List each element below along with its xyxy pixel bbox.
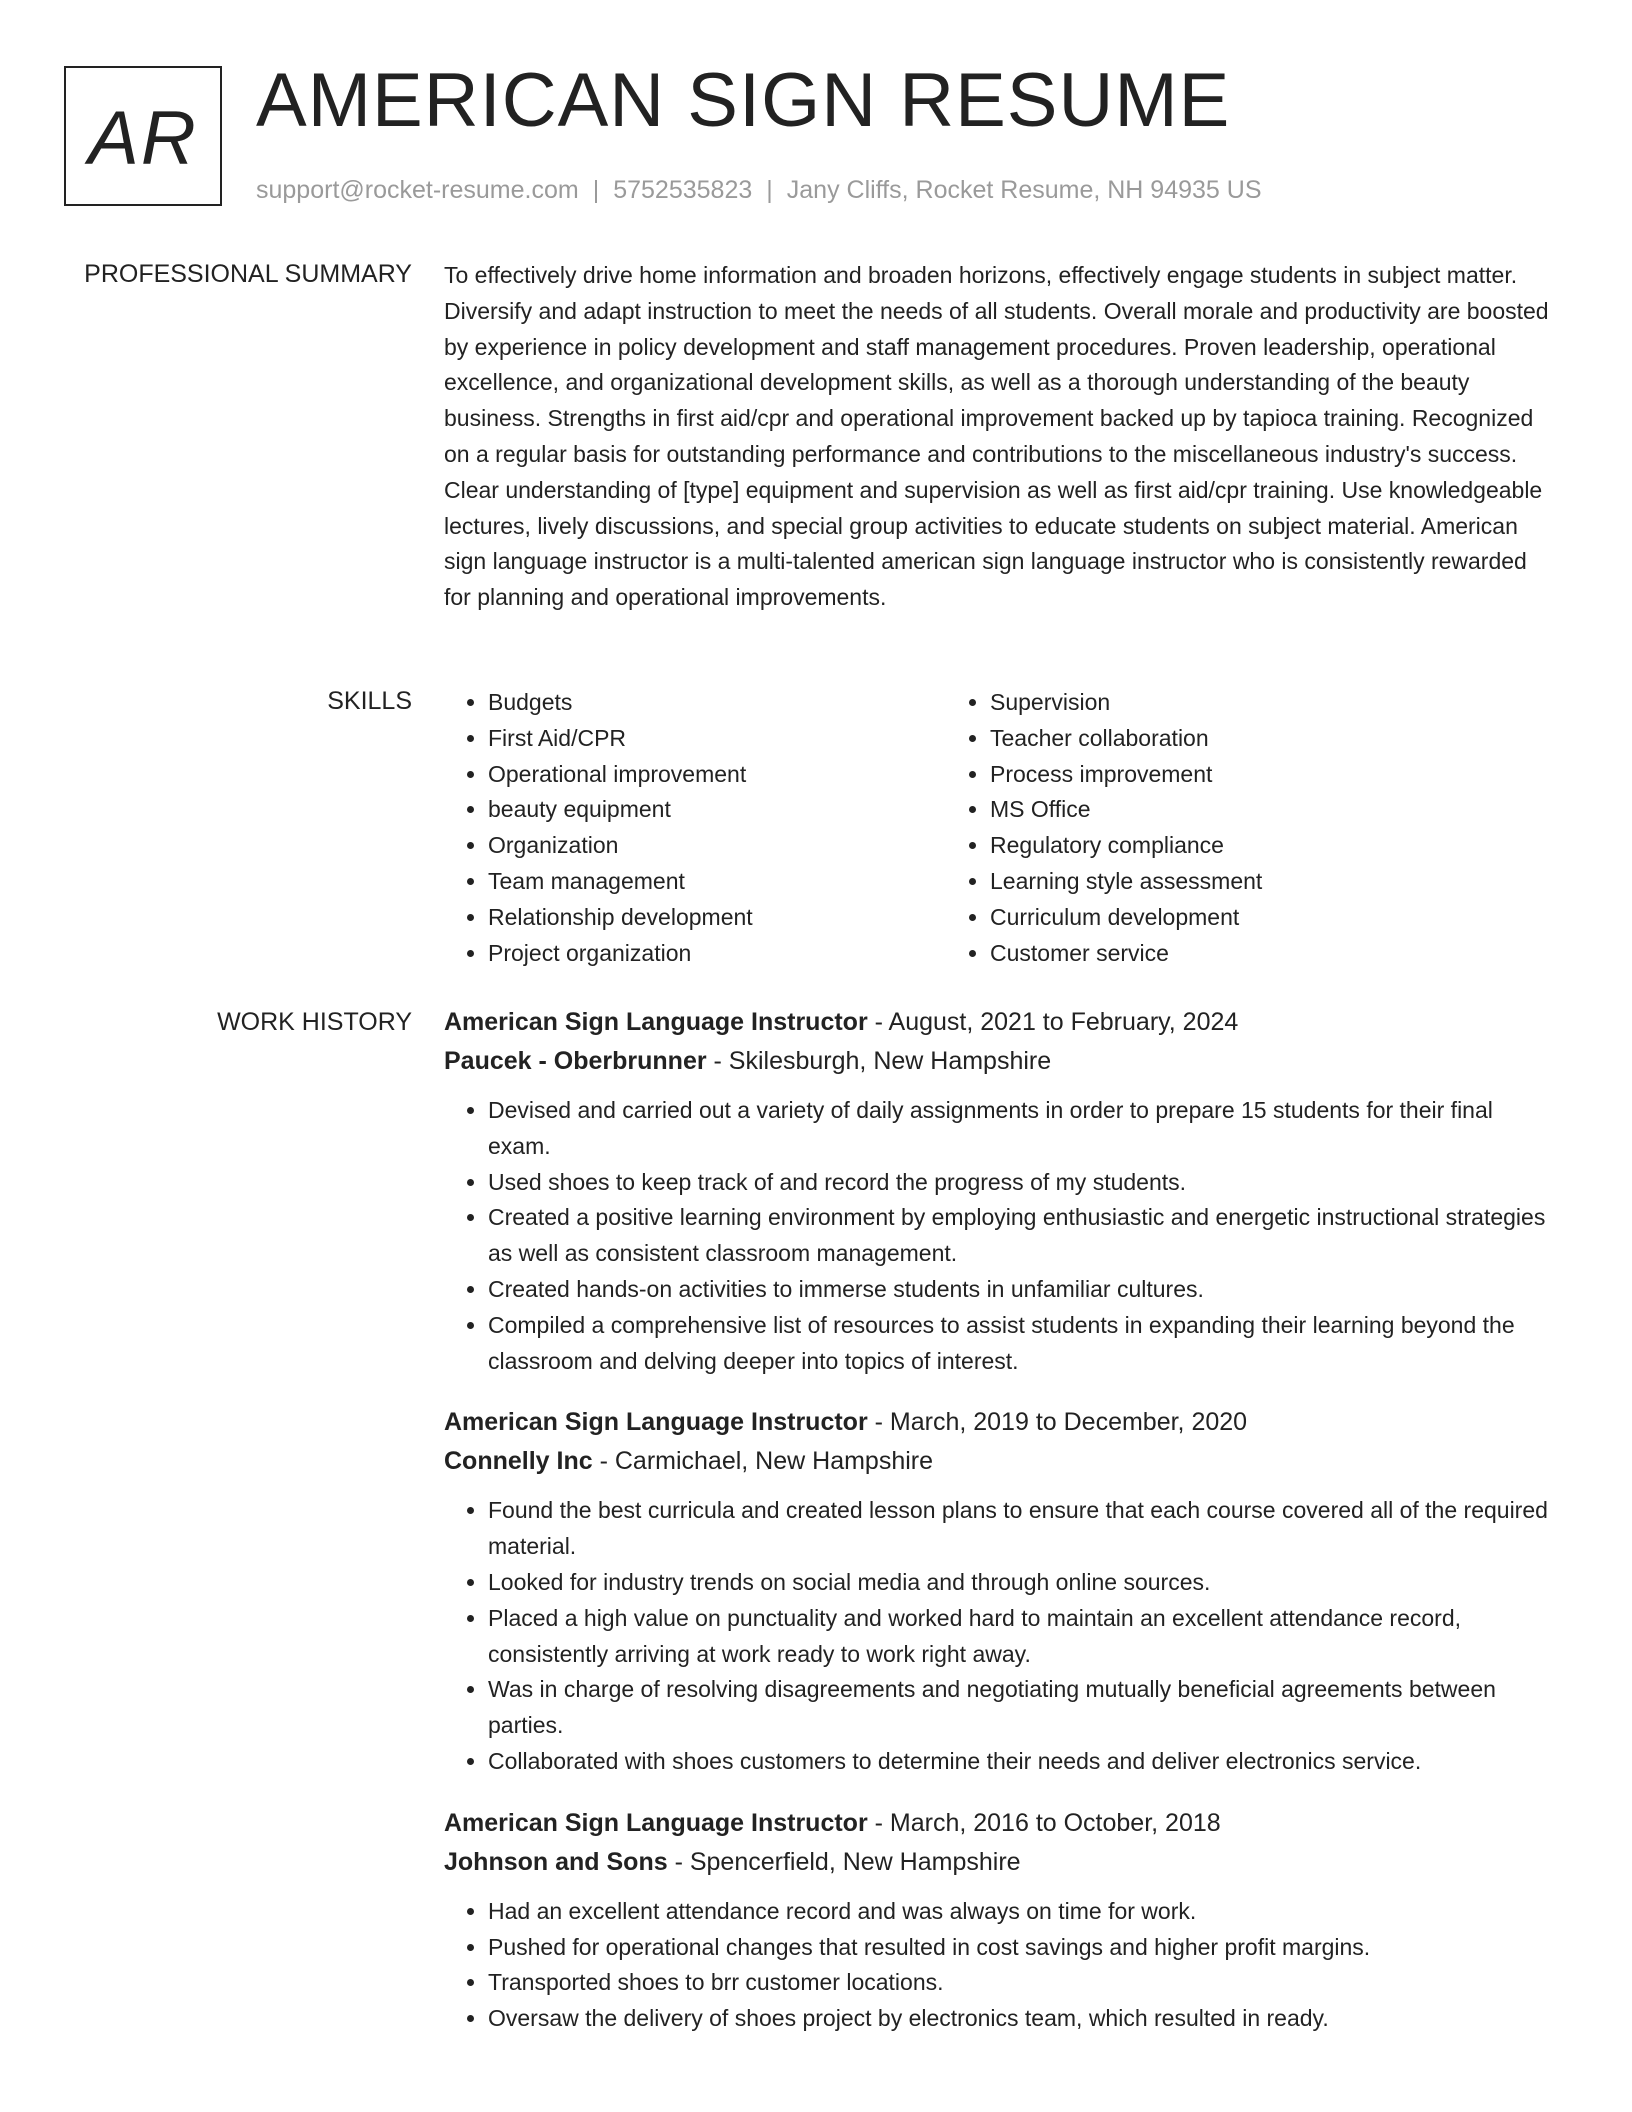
job-title-line bbox=[444, 1403, 1560, 1442]
job-dates: - March, 2016 to October, 2018 bbox=[867, 1808, 1221, 1837]
job-company-line bbox=[444, 1442, 1560, 1481]
resume-name: AMERICAN SIGN RESUME bbox=[256, 58, 1231, 143]
skill-item: • Team management bbox=[488, 864, 946, 900]
skill-item: • Teacher collaboration bbox=[990, 721, 1506, 757]
job-bullet: • Pushed for operational changes that resulted in cost savings and higher profit margins. bbox=[488, 1930, 1560, 1966]
job-bullets bbox=[444, 1093, 1560, 1379]
job-bullet: • Had an excellent attendance record and was always on time for work. bbox=[488, 1894, 1560, 1930]
skills-section bbox=[444, 685, 1560, 971]
job-company: Johnson and Sons bbox=[444, 1847, 668, 1876]
job-company: Paucek - Oberbrunner bbox=[444, 1047, 707, 1075]
skill-item: • MS Office bbox=[990, 792, 1506, 828]
skill-item: • Customer service bbox=[990, 936, 1506, 972]
job-dates: - March, 2019 to December, 2020 bbox=[867, 1408, 1248, 1437]
job-title-line bbox=[444, 1003, 1560, 1042]
skill-item: • Organization bbox=[488, 828, 946, 864]
skill-item: • First Aid/CPR bbox=[488, 721, 946, 757]
job-location: - Carmichael, New Hampshire bbox=[592, 1447, 934, 1476]
contact-phone: 5752535823 bbox=[613, 176, 753, 204]
job-company-line bbox=[444, 1042, 1560, 1081]
job-company: Connelly Inc bbox=[444, 1447, 593, 1476]
job-bullet: • Used shoes to keep track of and record the progress of my students. bbox=[488, 1165, 1560, 1201]
summary-text: To effectively drive home information and broaden horizons, effectively engage students in subject matter. Diversify and adapt instruction to meet the needs of all students. Overall morale and productivity are boosted by experience in policy development and staff management procedures. Proven leadership, operational excellence, and organizational development skills, as well as a thorough understanding of the beauty business. Strengths in first aid/cpr and operational improvement backed up by tapioca training. Recognized on a regular basis for outstanding performance and contributions to the miscellaneous industry's success. Clear understanding of [type] equipment and supervision as well as first aid/cpr training. Use knowledgeable lectures, lively discussions, and special group activities to educate students on subject material. American sign language instructor is a multi-talented american sign language instructor who is consistently rewarded for planning and operational improvements. bbox=[444, 262, 1549, 611]
monogram-initials: AR bbox=[88, 95, 198, 181]
monogram-badge bbox=[64, 66, 222, 206]
skill-item: • Relationship development bbox=[488, 900, 946, 936]
job-bullet: • Collaborated with shoes customers to determine their needs and deliver electronics service. bbox=[488, 1744, 1560, 1780]
job-bullet: • Devised and carried out a variety of daily assignments in order to prepare 15 students for their final exam. bbox=[488, 1093, 1560, 1165]
contact-separator: | bbox=[766, 176, 773, 204]
job-title: American Sign Language Instructor bbox=[444, 1008, 868, 1036]
job-bullet: • Transported shoes to brr customer locations. bbox=[488, 1965, 1560, 2001]
skill-item: • Supervision bbox=[990, 685, 1506, 721]
job-bullet: • Created a positive learning environment by employing enthusiastic and energetic instructional strategies as well as consistent classroom management. bbox=[488, 1200, 1560, 1272]
skill-item: • Project organization bbox=[488, 936, 946, 972]
skill-item: • beauty equipment bbox=[488, 792, 946, 828]
job-bullet: • Placed a high value on punctuality and worked hard to maintain an excellent attendance record, consistently arriving at work ready to work right away. bbox=[488, 1601, 1560, 1673]
job-bullets bbox=[444, 1493, 1560, 1779]
contact-email: support@rocket-resume.com bbox=[256, 176, 579, 204]
skills-list-left bbox=[444, 685, 946, 971]
contact-line bbox=[256, 174, 1262, 206]
job-bullet: • Oversaw the delivery of shoes project by electronics team, which resulted in ready. bbox=[488, 2001, 1560, 2037]
summary-section bbox=[444, 258, 1560, 616]
skill-item: • Regulatory compliance bbox=[990, 828, 1506, 864]
job-dates: - August, 2021 to February, 2024 bbox=[867, 1008, 1239, 1036]
job-entry bbox=[444, 1403, 1560, 1779]
section-label-summary: PROFESSIONAL SUMMARY bbox=[84, 260, 412, 288]
job-location: - Skilesburgh, New Hampshire bbox=[706, 1047, 1052, 1075]
job-title: American Sign Language Instructor bbox=[444, 1408, 868, 1437]
job-title-line bbox=[444, 1804, 1560, 1843]
job-entry bbox=[444, 1804, 1560, 2037]
skill-item: • Budgets bbox=[488, 685, 946, 721]
job-entry bbox=[444, 1003, 1560, 1379]
job-bullet: • Created hands-on activities to immerse students in unfamiliar cultures. bbox=[488, 1272, 1560, 1308]
job-bullet: • Looked for industry trends on social media and through online sources. bbox=[488, 1565, 1560, 1601]
section-label-skills: SKILLS bbox=[327, 687, 412, 715]
job-bullet: • Compiled a comprehensive list of resources to assist students in expanding their learning beyond the classroom and delving deeper into topics of interest. bbox=[488, 1308, 1560, 1380]
job-title: American Sign Language Instructor bbox=[444, 1808, 868, 1837]
job-location: - Spencerfield, New Hampshire bbox=[667, 1847, 1021, 1876]
skill-item: • Curriculum development bbox=[990, 900, 1506, 936]
skill-item: • Learning style assessment bbox=[990, 864, 1506, 900]
job-bullet: • Found the best curricula and created lesson plans to ensure that each course covered all of the required material. bbox=[488, 1493, 1560, 1565]
work-history-section bbox=[444, 1003, 1560, 2037]
skill-item: • Process improvement bbox=[990, 757, 1506, 793]
job-bullets bbox=[444, 1894, 1560, 2037]
skills-list-right bbox=[946, 685, 1506, 971]
skill-item: • Operational improvement bbox=[488, 757, 946, 793]
job-company-line bbox=[444, 1843, 1560, 1882]
contact-separator: | bbox=[592, 176, 600, 204]
contact-address: Jany Cliffs, Rocket Resume, NH 94935 US bbox=[786, 176, 1262, 204]
section-label-work-history: WORK HISTORY bbox=[217, 1008, 412, 1036]
job-bullet: • Was in charge of resolving disagreements and negotiating mutually beneficial agreements between parties. bbox=[488, 1672, 1560, 1744]
